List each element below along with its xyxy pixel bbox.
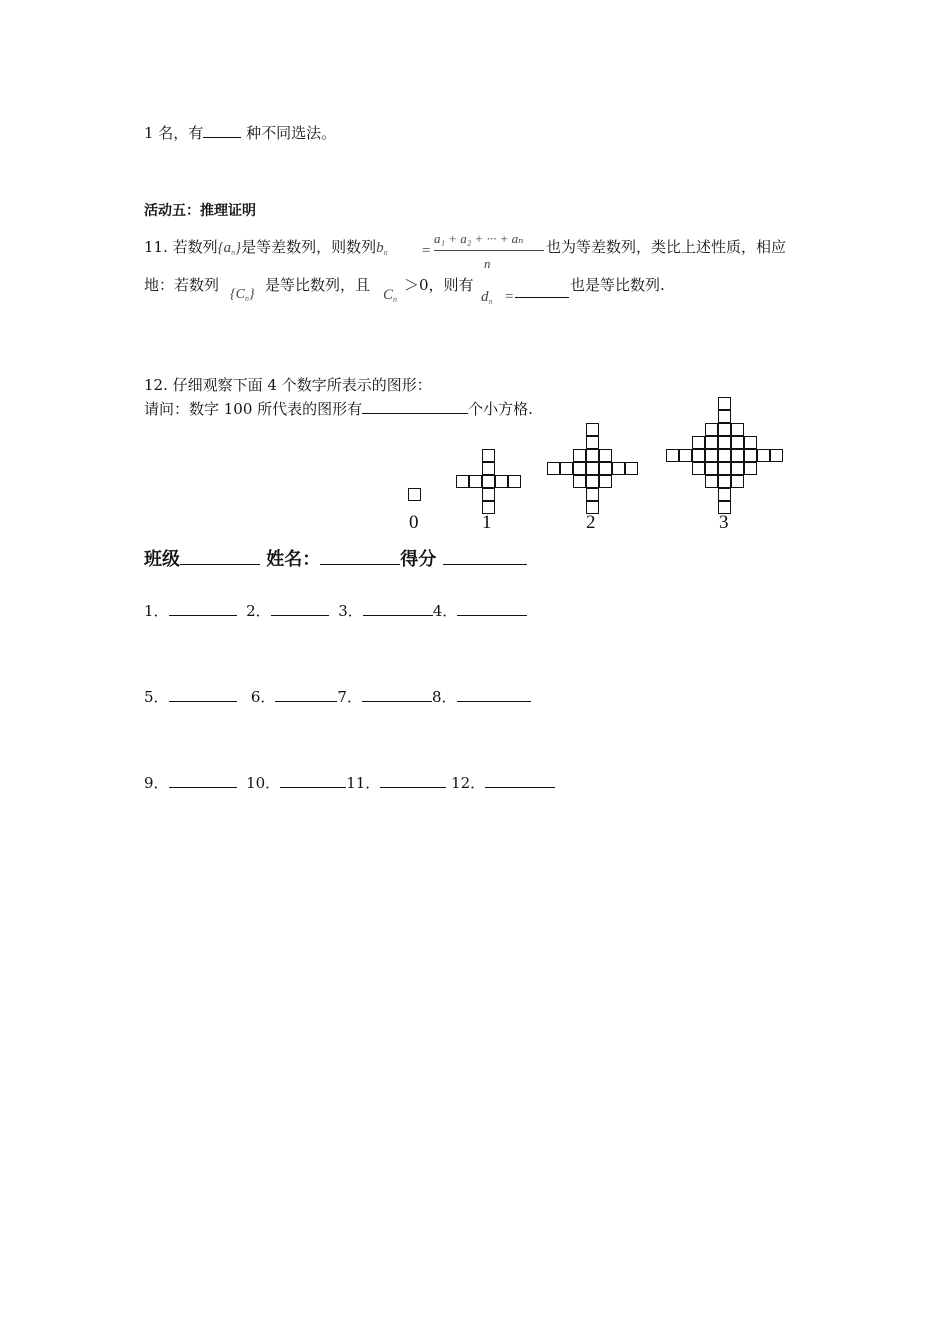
grid-square: [679, 449, 692, 462]
grid-square: [508, 475, 521, 488]
grid-square: [692, 449, 705, 462]
grid-square: [744, 449, 757, 462]
answer-row-3: [144, 776, 555, 791]
q11-text-2: 是等差数列，则数列: [241, 238, 377, 256]
grid-square: [718, 410, 731, 423]
answer-label-2: 2．: [246, 602, 271, 620]
q11-text-3: 也为等差数列，类比上述性质，相应: [546, 238, 787, 256]
answer-label-7: 7．: [337, 688, 362, 706]
seq-c: $\{C_n\}$: [230, 287, 255, 303]
grid-square: [744, 462, 757, 475]
grid-square: [469, 475, 482, 488]
grid-square: [586, 488, 599, 501]
grid-square: [744, 436, 757, 449]
grid-square: [456, 475, 469, 488]
q11-text-5: 是等比数列，且: [265, 276, 371, 294]
grid-square: [560, 462, 573, 475]
answer-label-1: 1．: [144, 602, 169, 620]
answer-label-12: 12．: [451, 774, 486, 792]
figure-label-3: 3: [719, 512, 729, 533]
fraction-numerator: a₁ + a₂ + ··· + aₙ: [434, 231, 524, 246]
grid-square: [770, 449, 783, 462]
grid-square: [586, 436, 599, 449]
line1-prefix: 1 名，有: [144, 124, 204, 142]
grid-square: [718, 423, 731, 436]
line1-blank[interactable]: [203, 136, 241, 138]
answer-field-9[interactable]: [169, 786, 237, 788]
grid-square: [757, 449, 770, 462]
grid-square: [495, 475, 508, 488]
grid-square: [586, 423, 599, 436]
q11-text-7: 也是等比数列.: [570, 276, 665, 294]
answer-field-4[interactable]: [457, 614, 527, 616]
q12-line2: [144, 402, 533, 417]
grid-square: [586, 449, 599, 462]
q11-eq2: =: [504, 289, 515, 305]
d-n: $d_n$: [481, 289, 493, 306]
fraction-denominator: n: [484, 256, 491, 271]
answer-field-7[interactable]: [362, 700, 432, 702]
grid-square: [718, 449, 731, 462]
answer-field-2[interactable]: [271, 614, 329, 616]
grid-square: [666, 449, 679, 462]
grid-square: [718, 397, 731, 410]
grid-square: [705, 462, 718, 475]
answer-label-5: 5．: [144, 688, 169, 706]
grid-square: [731, 475, 744, 488]
figure-label-1: 1: [482, 512, 492, 533]
line1-suffix: 种不同选法。: [246, 124, 337, 142]
q11-line2: [144, 278, 219, 293]
c-n: $C_n$: [383, 287, 398, 304]
answer-field-5[interactable]: [169, 700, 237, 702]
grid-square: [482, 462, 495, 475]
score-label: 得分: [400, 549, 437, 570]
q12-prefix: 请问：数字 100 所代表的图形有: [144, 400, 363, 418]
q11-eq: =: [421, 243, 432, 259]
seq-a: $\{a_n\}$: [217, 240, 242, 257]
class-label: 班级: [144, 549, 180, 570]
grid-square: [705, 423, 718, 436]
grid-square: [705, 475, 718, 488]
grid-square: [482, 449, 495, 462]
answer-field-1[interactable]: [169, 614, 237, 616]
grid-square: [547, 462, 560, 475]
grid-square: [573, 475, 586, 488]
grid-square: [718, 436, 731, 449]
score-field[interactable]: [443, 563, 527, 565]
grid-square: [692, 436, 705, 449]
grid-square: [705, 449, 718, 462]
fraction-bar: [434, 250, 544, 251]
answer-label-6: 6．: [250, 688, 276, 706]
grid-square: [408, 488, 421, 501]
answer-field-3[interactable]: [363, 614, 433, 616]
answer-label-9: 9．: [144, 774, 169, 792]
q11-text-6: ＞0，则有: [404, 276, 474, 294]
answer-row-2: [144, 690, 531, 705]
grid-square: [731, 423, 744, 436]
line1: [144, 126, 336, 141]
grid-square: [573, 462, 586, 475]
section5-title: 活动五：推理证明: [144, 203, 256, 219]
answer-label-4: 4．: [432, 602, 458, 620]
grid-square: [482, 475, 495, 488]
b-n: $b_n$: [376, 240, 388, 257]
answer-label-3: 3．: [338, 602, 363, 620]
answer-field-11[interactable]: [380, 786, 446, 788]
q11-fraction: [434, 231, 546, 276]
answer-field-12[interactable]: [485, 786, 555, 788]
grid-square: [731, 449, 744, 462]
q12-blank[interactable]: [362, 412, 468, 414]
name-field[interactable]: [320, 563, 400, 565]
answer-field-10[interactable]: [280, 786, 346, 788]
answer-field-6[interactable]: [275, 700, 337, 702]
q11-blank[interactable]: [515, 296, 569, 298]
grid-square: [718, 462, 731, 475]
figure-label-2: 2: [586, 512, 596, 533]
grid-square: [731, 436, 744, 449]
grid-square: [718, 475, 731, 488]
name-label: 姓名：: [266, 549, 321, 570]
grid-square: [625, 462, 638, 475]
answer-label-11: 11．: [346, 774, 381, 792]
answer-field-8[interactable]: [457, 700, 531, 702]
q11-text-4: 地：若数列: [144, 276, 220, 294]
student-info-row: [144, 551, 527, 569]
q11-text-1: 11. 若数列: [144, 238, 218, 256]
answer-row-1: [144, 604, 527, 619]
grid-square: [718, 488, 731, 501]
answer-label-8: 8．: [431, 688, 457, 706]
q12-suffix: 个小方格.: [468, 400, 533, 418]
grid-square: [731, 462, 744, 475]
grid-square: [599, 475, 612, 488]
answer-label-10: 10．: [246, 774, 281, 792]
grid-square: [705, 436, 718, 449]
grid-square: [573, 449, 586, 462]
grid-square: [482, 488, 495, 501]
grid-square: [599, 462, 612, 475]
q11-line1: [144, 240, 388, 257]
grid-square: [692, 462, 705, 475]
grid-square: [599, 449, 612, 462]
class-field[interactable]: [180, 563, 260, 565]
grid-square: [612, 462, 625, 475]
figure-label-0: 0: [409, 512, 419, 533]
grid-square: [586, 462, 599, 475]
q12-line1: 12. 仔细观察下面 4 个数字所表示的图形：: [144, 376, 432, 394]
grid-square: [586, 475, 599, 488]
